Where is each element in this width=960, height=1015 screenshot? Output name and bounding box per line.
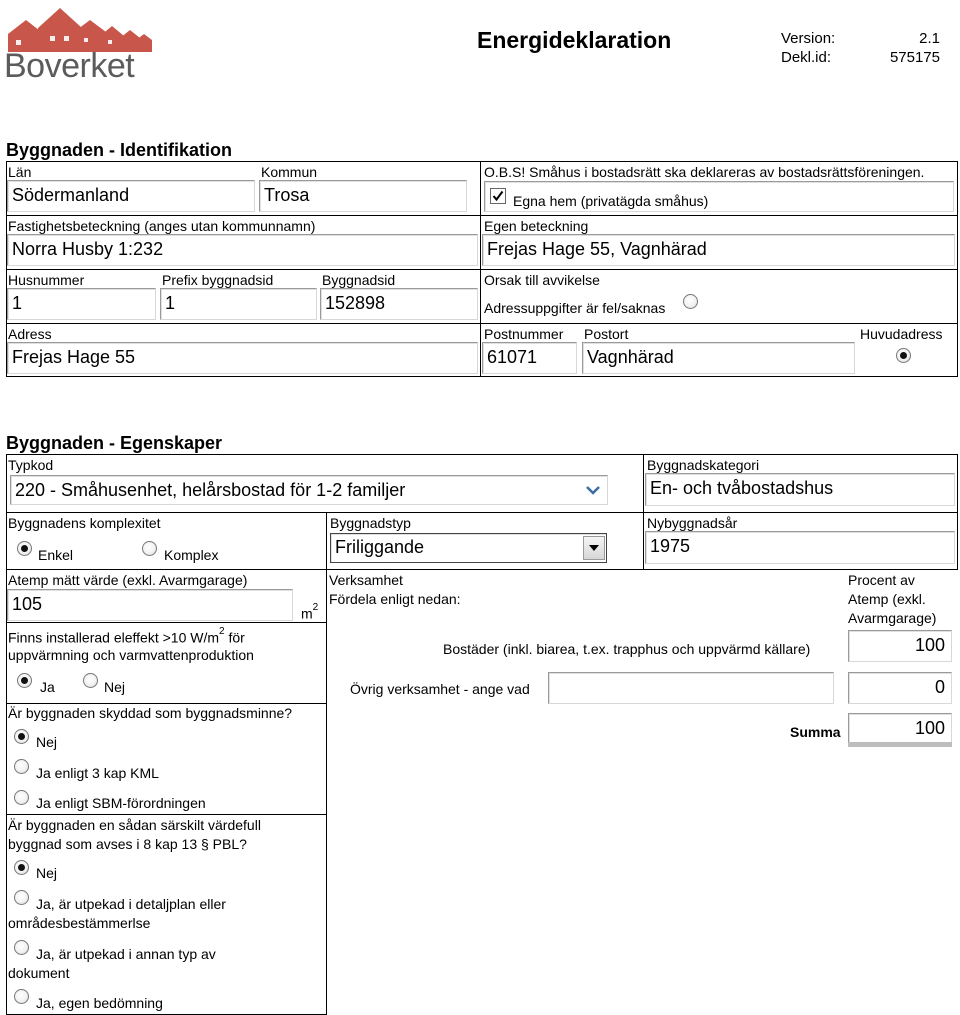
identification-title: Byggnaden - Identifikation	[6, 140, 233, 160]
logo-text: Boverket	[4, 47, 135, 85]
procent-label-3: Avarmgarage)	[848, 610, 937, 626]
verksamhet-label: Verksamhet	[329, 572, 403, 588]
atemp-unit: $m^2$	[301, 602, 319, 622]
eleffekt-nej-label: Nej	[104, 679, 126, 695]
postort-field[interactable]: Vagnhärad	[582, 342, 855, 374]
boverket-logo	[4, 6, 154, 84]
summa-label: Summa	[790, 724, 841, 740]
egna-hem-checkbox[interactable]	[490, 188, 506, 204]
version-value: 2.1	[919, 30, 940, 47]
husnummer-field[interactable]: 1	[7, 288, 156, 320]
deklid-value: 575175	[889, 49, 940, 66]
enkel-radio[interactable]	[17, 541, 32, 556]
komplex-radio[interactable]	[142, 541, 157, 556]
summa-field: 100	[848, 713, 952, 745]
byggnadsid-field[interactable]: 152898	[320, 288, 478, 320]
deklid-label: Dekl.id:	[781, 49, 832, 66]
husnummer-label: Husnummer	[8, 272, 85, 288]
version-label: Version:	[781, 30, 836, 47]
typkod-select[interactable]: 220 - Småhusenhet, helårsbostad för 1-2 familjer	[10, 475, 608, 505]
adress-fel-label: Adressuppgifter är fel/saknas	[484, 300, 666, 316]
enkel-label: Enkel	[38, 547, 74, 563]
page-title: Energideklaration	[477, 27, 672, 53]
procent-label-1: Procent av	[848, 572, 915, 588]
nybyggnadsar-field[interactable]: 1975	[645, 531, 955, 564]
typkod-label: Typkod	[8, 457, 54, 473]
kommun-label: Kommun	[261, 164, 318, 180]
bm-sbm-label: Ja enligt SBM-förordningen	[36, 795, 206, 811]
triangle-down-icon	[584, 537, 604, 559]
eleffekt-label: Finns installerad eleffekt >10 $W/m^2$ för	[8, 626, 245, 646]
komplex-label: Komplex	[164, 547, 219, 563]
lan-field[interactable]: Södermanland	[7, 180, 255, 212]
vf-nej-radio[interactable]	[14, 860, 29, 875]
atemp-label: Atemp mätt värde (exkl. Avarmgarage)	[8, 572, 248, 588]
prefix-field[interactable]: 1	[160, 288, 317, 320]
bm-kml-label: Ja enligt 3 kap KML	[36, 765, 159, 781]
vf-annan-label: Ja, är utpekad i annan typ av dokument	[8, 946, 216, 981]
properties-title: Byggnaden - Egenskaper	[6, 433, 223, 453]
vardefull-label: Är byggnaden en sådan särskilt värdefull byggnad som avses i 8 kap 13 § PBL?	[8, 817, 261, 852]
fordela-label: Fördela enligt nedan:	[329, 591, 461, 607]
adress-field[interactable]: Frejas Hage 55	[7, 342, 478, 374]
byggnadstyp-label: Byggnadstyp	[330, 515, 411, 531]
bostader-label: Bostäder (inkl. biarea, t.ex. trapphus och uppvärmd källare)	[443, 641, 811, 657]
postnummer-field[interactable]: 61071	[482, 342, 577, 374]
egen-beteckning-field[interactable]: Frejas Hage 55, Vagnhärad	[482, 234, 955, 266]
orsak-label: Orsak till avvikelse	[484, 272, 600, 288]
eleffekt-ja-label: Ja	[40, 679, 55, 695]
checkmark-icon	[492, 190, 504, 202]
typkod-chevron-down-icon[interactable]	[580, 478, 606, 502]
obs-text: O.B.S! Småhus i bostadsrätt ska deklareras av bostadsrättsföreningen.	[484, 164, 925, 180]
vf-detaljplan-label: Ja, är utpekad i detaljplan eller områdesbestämmerlse	[8, 896, 226, 931]
prefix-label: Prefix byggnadsid	[162, 272, 274, 288]
egna-hem-label: Egna hem (privatägda småhus)	[513, 193, 709, 209]
vf-egen-radio[interactable]	[14, 989, 29, 1004]
huvudadress-label: Huvudadress	[860, 326, 943, 342]
kategori-label: Byggnadskategori	[647, 457, 760, 473]
fastighet-field[interactable]: Norra Husby 1:232	[7, 234, 478, 266]
ovrig-label: Övrig verksamhet - ange vad	[350, 681, 530, 697]
kommun-field[interactable]: Trosa	[259, 180, 467, 212]
huvudadress-radio[interactable]	[896, 348, 911, 363]
byggnadsminne-label: Är byggnaden skyddad som byggnadsminne?	[8, 705, 293, 721]
vf-egen-label: Ja, egen bedömning	[36, 995, 163, 1011]
byggnadstyp-select[interactable]: Friliggande	[330, 533, 607, 563]
bm-sbm-radio[interactable]	[14, 790, 29, 805]
bostader-field[interactable]: 100	[848, 630, 952, 662]
eleffekt-ja-radio[interactable]	[17, 673, 32, 688]
ovrig-text-field[interactable]	[548, 672, 834, 704]
summa-bar	[848, 742, 952, 747]
postnummer-label: Postnummer	[484, 326, 564, 342]
adress-fel-radio[interactable]	[683, 294, 698, 309]
nybyggnadsar-label: Nybyggnadsår	[647, 515, 738, 531]
komplexitet-label: Byggnadens komplexitet	[8, 515, 161, 531]
lan-label: Län	[8, 164, 32, 180]
byggnadsid-label: Byggnadsid	[322, 272, 396, 288]
byggnadstyp-dropdown-button[interactable]	[583, 536, 605, 560]
postort-label: Postort	[584, 326, 629, 342]
bm-kml-radio[interactable]	[14, 759, 29, 774]
egen-beteckning-label: Egen beteckning	[484, 218, 589, 234]
kategori-field[interactable]: En- och tvåbostadshus	[645, 473, 955, 506]
vf-nej-label: Nej	[36, 865, 58, 881]
eleffekt-nej-radio[interactable]	[83, 673, 98, 688]
adress-label: Adress	[8, 326, 52, 342]
atemp-field[interactable]: 105	[7, 589, 293, 621]
ovrig-field[interactable]: 0	[848, 672, 952, 704]
bm-nej-radio[interactable]	[14, 729, 29, 744]
bm-nej-label: Nej	[36, 734, 58, 750]
fastighet-label: Fastighetsbeteckning (anges utan kommunnamn)	[8, 218, 316, 234]
eleffekt-label-2: uppvärmning och varmvattenproduktion	[8, 647, 254, 663]
procent-label-2: Atemp (exkl.	[848, 591, 926, 607]
